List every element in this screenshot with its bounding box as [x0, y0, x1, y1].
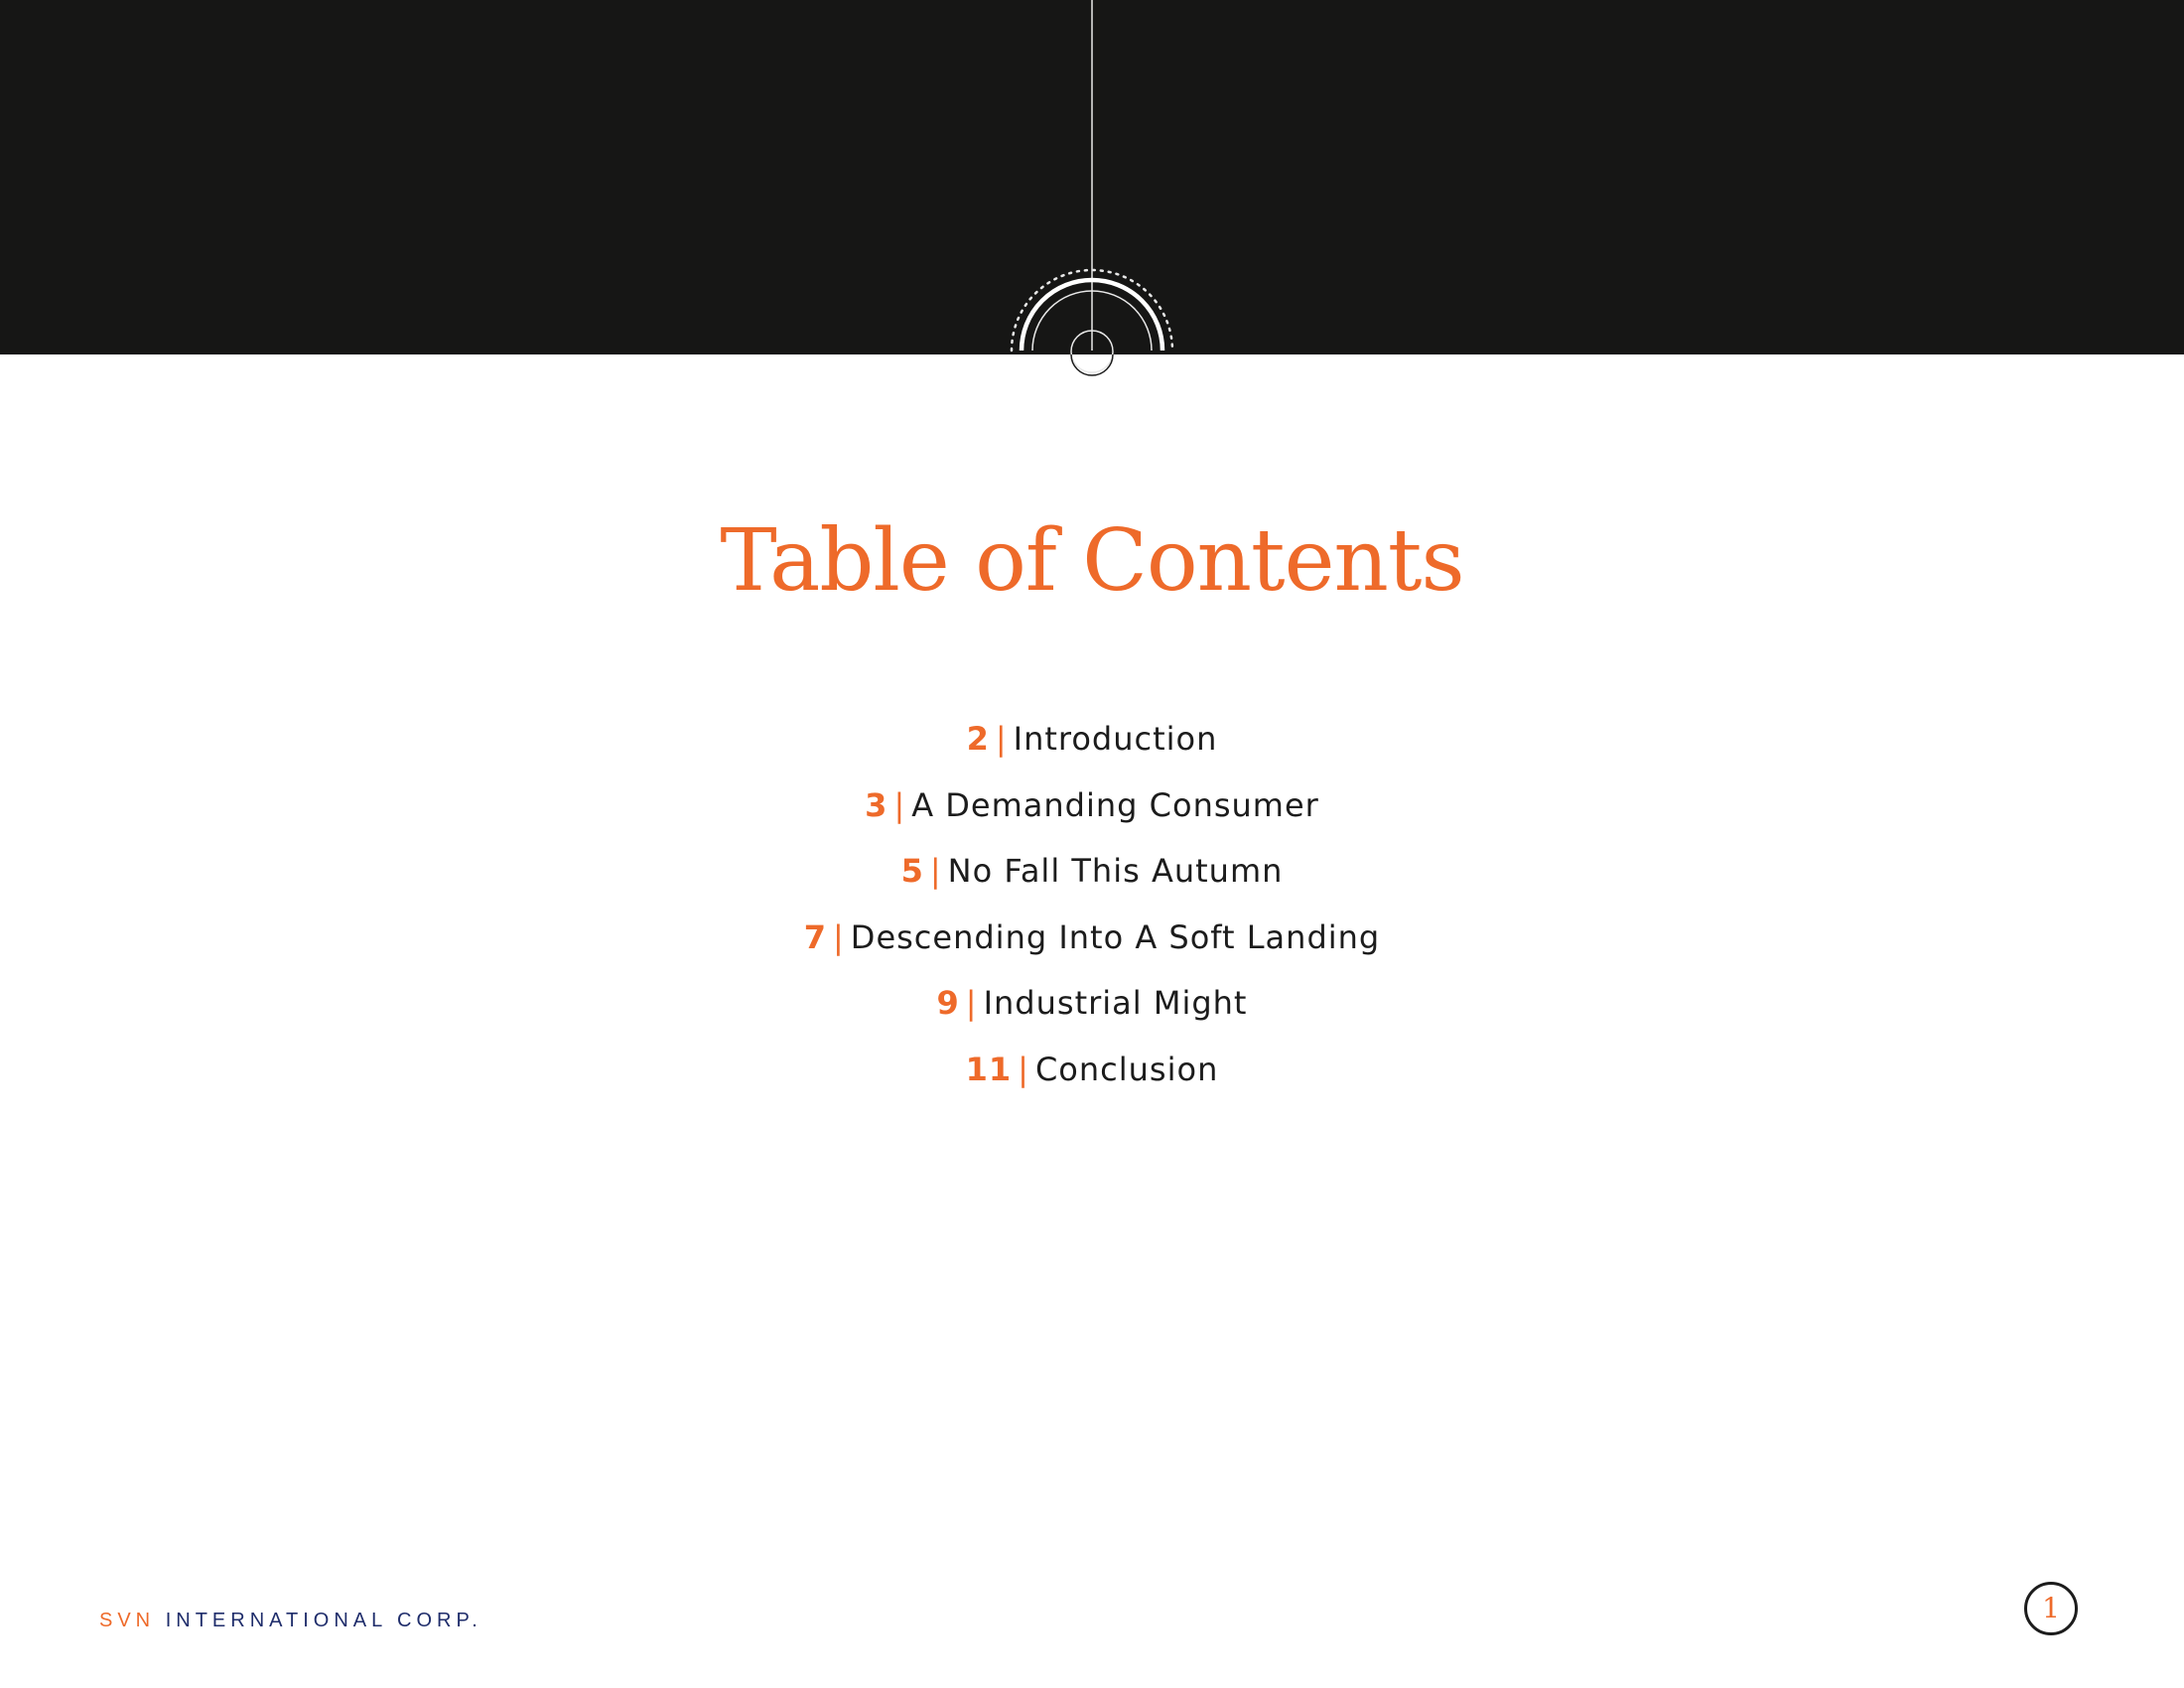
toc-entry-soft-landing[interactable]	[0, 912, 2184, 978]
toc-label: Descending Into A Soft Landing	[850, 917, 1381, 956]
toc-page-number: 2	[966, 720, 990, 758]
page-number-badge: 1	[2024, 1582, 2078, 1635]
toc-label: Industrial Might	[983, 984, 1248, 1023]
page-title: Table of Contents	[720, 511, 1464, 611]
toc-entry-conclusion[interactable]	[0, 1044, 2184, 1110]
toc-label: A Demanding Consumer	[911, 785, 1319, 824]
toc-separator: |	[965, 984, 978, 1023]
toc-page-number: 9	[936, 984, 960, 1023]
toc-page-number: 7	[803, 917, 828, 956]
toc-label: Conclusion	[1034, 1050, 1219, 1088]
brand-svn: SVN	[99, 1610, 156, 1631]
toc-label: No Fall This Autumn	[947, 852, 1284, 891]
toc-entry-introduction[interactable]	[0, 713, 2184, 779]
toc-page-number: 11	[965, 1050, 1013, 1088]
toc-page-number: 5	[900, 852, 924, 891]
toc-list	[0, 713, 2184, 1110]
toc-entry-demanding-consumer[interactable]	[0, 779, 2184, 846]
toc-label: Introduction	[1013, 720, 1218, 758]
toc-separator: |	[995, 720, 1008, 758]
toc-entry-industrial-might[interactable]	[0, 977, 2184, 1044]
compass-arc-icon	[0, 0, 2184, 377]
toc-separator: |	[833, 917, 845, 956]
toc-separator: |	[929, 852, 942, 891]
toc-separator: |	[1018, 1050, 1029, 1088]
brand-international-corp: INTERNATIONAL CORP.	[165, 1610, 482, 1631]
footer-brand	[99, 1610, 482, 1632]
toc-page-number: 3	[865, 785, 888, 824]
toc-separator: |	[893, 785, 906, 824]
toc-entry-no-fall-this-autumn[interactable]	[0, 845, 2184, 912]
